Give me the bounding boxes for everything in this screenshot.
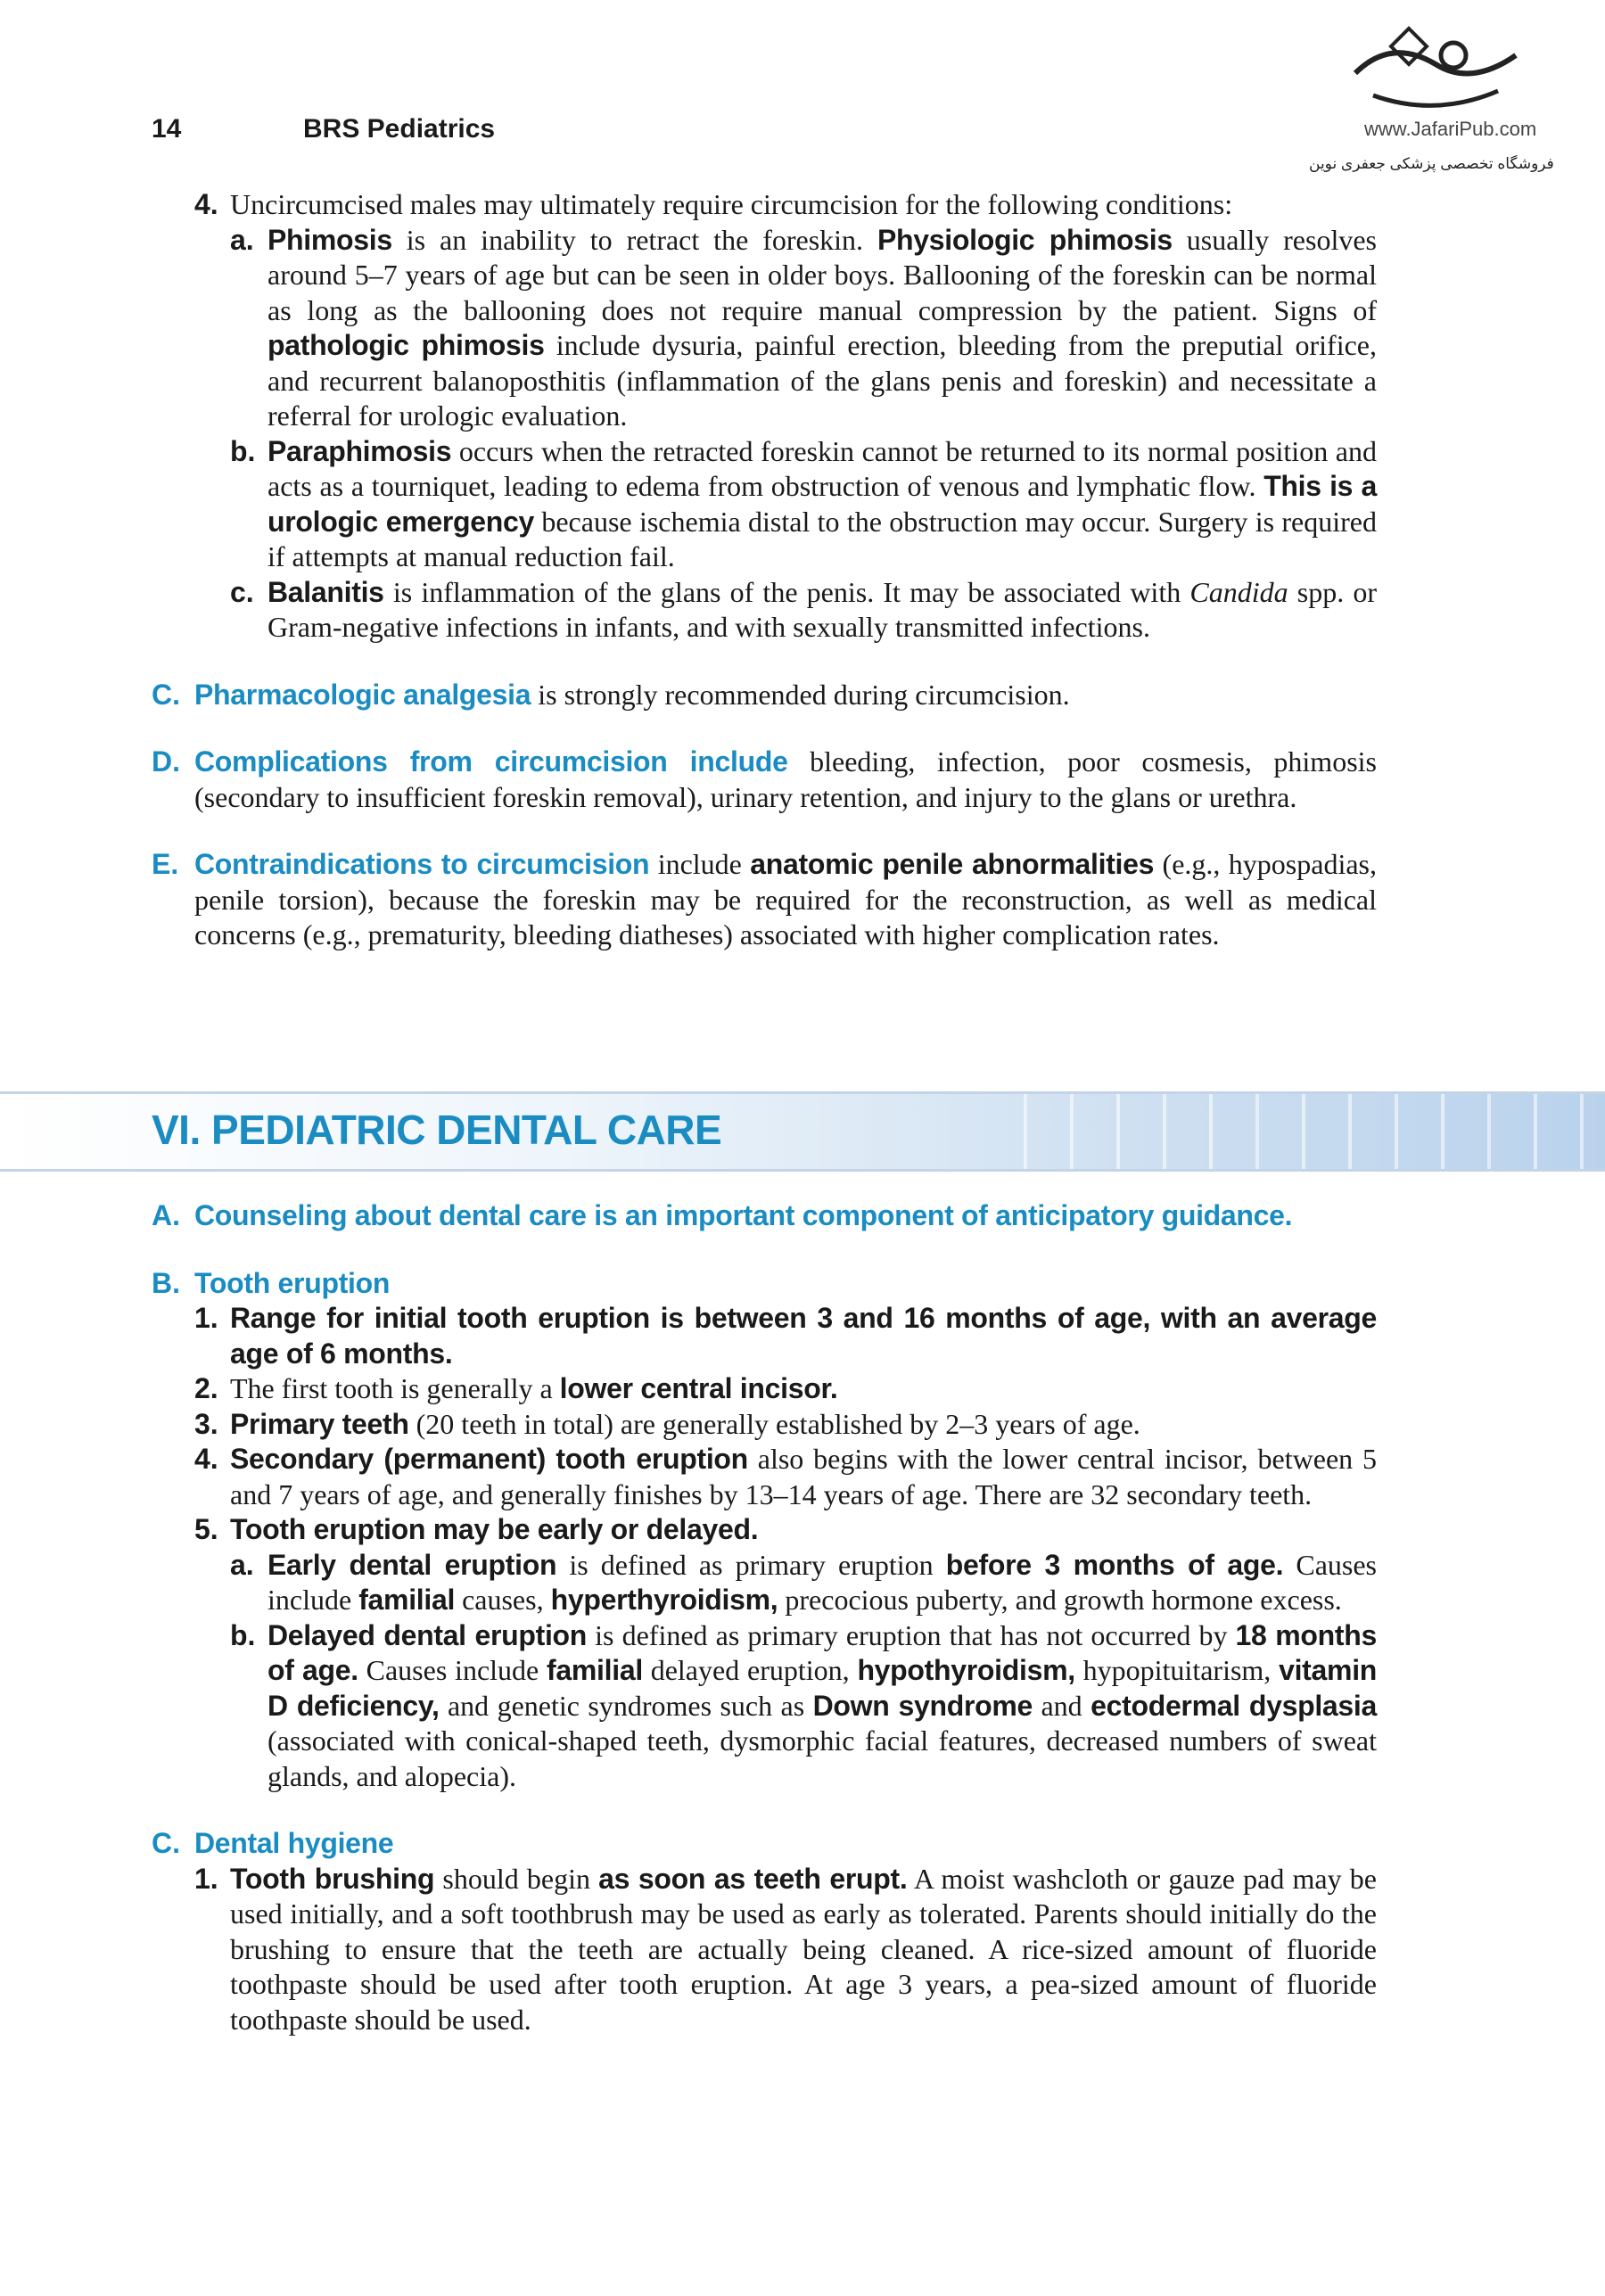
term-balanitis: Balanitis [268,575,384,608]
term-urologic-emergency: This is a urologic emergency [268,470,1377,538]
text-run: also begins with the lower central incisor, between 5 and 7 years of age, and generally finishes by 13–14 years of age. There are 32 secondary teeth. [230,1443,1377,1510]
item-label: 3. [194,1407,218,1440]
heading-complications: Complications from circumcision include [194,745,788,778]
list-item [0,223,1605,434]
text-run: include dysuria, painful erection, bleeding from the preputial orifice, and recurrent balanoposthitis (inflammation of the glans penis and foreskin) and necessitate a referral for urologic evaluation. [268,329,1377,432]
item-label: 2. [194,1372,218,1404]
text-run: The first tooth is generally a [230,1372,560,1404]
term-secondary-tooth-eruption: Secondary (permanent) tooth eruption [230,1443,748,1475]
list-item [0,1371,1605,1407]
text-run: causes, [455,1584,551,1616]
text-run: usually resolves around 5–7 years of age but can be seen in older boys. Ballooning of the foreskin can be normal as long as the ballooning does not require manual compression by the patient. Signs of [268,223,1377,326]
item-label: C. [152,678,180,711]
term-hyperthyroidism: hyperthyroidism, [550,1584,778,1616]
item-text [230,1407,1377,1443]
circumcision-continued [0,187,1605,953]
text-run: bleeding, infection, poor cosmesis, phimosis (secondary to insufficient foreskin removal), urinary retention, and injury to the glans or urethra. [194,745,1377,813]
text-run: is strongly recommended during circumcision. [531,678,1070,711]
list-item [0,187,1605,223]
text-run: Causes include [358,1654,547,1686]
section-b [0,1266,1605,1302]
heading-tooth-eruption: Tooth eruption [194,1266,391,1299]
item-text [268,434,1377,575]
term-tooth-brushing: Tooth brushing [230,1862,435,1895]
section-d [0,745,1605,815]
list-item [0,1512,1605,1548]
list-item [0,1301,1605,1371]
item-label: E. [152,848,179,880]
item-text: Range for initial tooth eruption is between 3 and 16 months of age, with an average age of 6 months. [230,1302,1377,1370]
text-run: occurs when the retracted foreskin cannot be returned to its normal position and acts as a tourniquet, leading to edema from obstruction of venous and lymphatic flow. [268,434,1377,502]
term-anatomic-penile-abnormalities: anatomic penile abnormalities [750,848,1155,880]
section-a [0,1198,1605,1234]
text-run: delayed eruption, [642,1654,858,1686]
term-18-months: 18 months of age. [268,1618,1377,1686]
term-candida: Candida [1189,575,1288,608]
term-before-3-months: before 3 months of age. [945,1548,1284,1581]
term-familial: familial [358,1584,456,1616]
term-as-soon-as-teeth-erupt: as soon as teeth erupt. [598,1862,908,1895]
term-ectodermal-dysplasia: ectodermal dysplasia [1091,1689,1377,1722]
item-label: 1. [194,1302,218,1334]
term-phimosis: Phimosis [268,223,392,256]
text-run: hypopituitarism, [1074,1654,1280,1686]
item-text [230,1442,1377,1512]
list-item [0,1618,1605,1795]
list-item [0,575,1605,646]
text-run: is defined as primary eruption that has not occurred by [587,1618,1236,1651]
publisher-url: www.JafariPub.com [1364,118,1537,140]
item-label: B. [152,1266,180,1299]
publisher-tagline: فروشگاه تخصصی پزشکی جعفری نوین [1309,155,1554,172]
item-label: A. [152,1199,180,1231]
text-run: spp. or Gram-negative infections in infants, and with sexually transmitted infections. [268,575,1378,643]
item-label: b. [230,1618,256,1651]
item-label: 1. [194,1862,218,1895]
text-run: is an inability to retract the foreskin. [391,223,877,256]
item-text: Uncircumcised males may ultimately require circumcision for the following conditions: [230,188,1233,220]
item-text [268,1618,1377,1795]
page-number: 14 [152,114,182,144]
text-run: and [1033,1689,1091,1722]
item-text [230,1862,1377,2038]
term-physiologic-phimosis: Physiologic phimosis [877,223,1173,256]
item-label: c. [230,575,254,608]
text-run: A moist washcloth or gauze pad may be used initially, and a soft toothbrush may be used as early as tolerated. Parents should initially do the brushing to ensure that the teeth are actually being cleaned. A rice-sized amount of fluoride toothpaste should be used after tooth eruption. At age 3 years, a pea-sized amount of fluoride toothpaste should be used. [230,1862,1377,2036]
item-text [230,1371,1377,1407]
term-vitamin-d-deficiency: vitamin D deficiency, [268,1654,1378,1722]
heading-contraindications: Contraindications to circumcision [194,848,650,880]
text-run: precocious puberty, and growth hormone excess. [778,1584,1342,1616]
section-c [0,678,1605,713]
item-label: 4. [194,188,218,220]
item-text [194,847,1377,953]
section-e [0,847,1605,953]
item-label: b. [230,434,256,467]
term-paraphimosis: Paraphimosis [268,434,452,467]
section-title: VI. PEDIATRIC DENTAL CARE [152,1107,722,1153]
item-text [194,745,1377,815]
list-item [0,1548,1605,1618]
publisher-logo [1338,20,1534,118]
item-text [268,1548,1377,1618]
item-label: D. [152,745,180,778]
text-run: (associated with conical-shaped teeth, dysmorphic facial features, decreased numbers of sweat glands, and alopecia). [268,1724,1377,1792]
item-text [194,678,1377,713]
text-run: (20 teeth in total) are generally established by 2–3 years of age. [408,1407,1140,1440]
term-delayed-dental-eruption: Delayed dental eruption [268,1618,588,1651]
item-text [268,575,1377,646]
section-c-dental [0,1826,1605,1862]
dental-care-content [0,1198,1605,2037]
text-run: and genetic syndromes such as [439,1689,813,1722]
list-item [0,1862,1605,2038]
running-head-book-title: BRS Pediatrics [303,114,496,144]
list-item [0,1407,1605,1443]
term-primary-teeth: Primary teeth [230,1407,409,1440]
term-down-syndrome: Down syndrome [812,1689,1033,1722]
text-run: because ischemia distal to the obstruction may occur. Surgery is required if attempts at manual reduction fail. [268,505,1378,572]
term-early-dental-eruption: Early dental eruption [268,1548,557,1581]
text-run: (e.g., hypospadias, penile torsion), because the foreskin may be required for the reconstruction, as well as medical concerns (e.g., prematurity, bleeding diatheses) associated with higher complication rates. [194,848,1377,950]
text-run: is inflammation of the glans of the penis. It may be associated with [383,575,1190,608]
text-run: Causes include [268,1548,1377,1616]
item-text: Tooth eruption may be early or delayed. [230,1513,759,1545]
heading-dental-hygiene: Dental hygiene [194,1827,394,1859]
term-hypothyroidism: hypothyroidism, [857,1654,1075,1686]
list-item [0,434,1605,575]
term-familial: familial [547,1654,643,1686]
term-lower-central-incisor: lower central incisor. [559,1372,838,1404]
heading-pharmacologic-analgesia: Pharmacologic analgesia [194,678,531,711]
term-pathologic-phimosis: pathologic phimosis [268,329,545,361]
heading-counseling: Counseling about dental care is an important component of anticipatory guidance. [194,1199,1293,1231]
text-run: should begin [434,1862,599,1895]
item-label: a. [230,223,254,256]
item-label: C. [152,1827,180,1859]
text-run: is defined as primary eruption [556,1548,946,1581]
item-label: 5. [194,1513,218,1545]
item-label: 4. [194,1443,218,1475]
item-label: a. [230,1548,254,1581]
list-item [0,1442,1605,1512]
text-run: include [649,848,751,880]
item-text [268,223,1377,434]
